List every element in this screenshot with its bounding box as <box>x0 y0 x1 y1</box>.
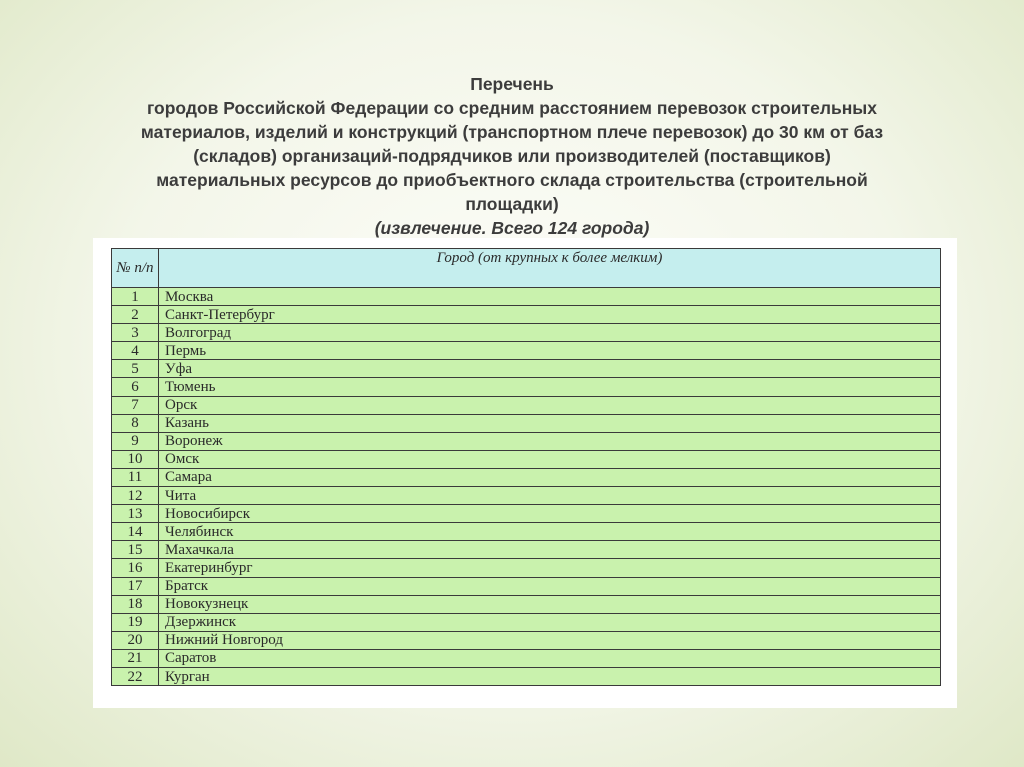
heading-line-3: (складов) организаций-подрядчиков или производителей (поставщиков) <box>193 146 831 166</box>
cities-table <box>111 248 941 686</box>
row-city: Новокузнецк <box>159 595 941 613</box>
row-city: Омск <box>159 450 941 468</box>
row-city: Махачкала <box>159 541 941 559</box>
row-number: 17 <box>112 577 159 595</box>
heading-line-4: материальных ресурсов до приобъектного склада строительства (строительной <box>156 170 868 190</box>
row-number: 4 <box>112 342 159 360</box>
row-number: 8 <box>112 414 159 432</box>
header-city-label: Город (от крупных к более мелким) <box>436 250 663 266</box>
table-row <box>112 288 941 306</box>
row-number: 12 <box>112 487 159 505</box>
row-city: Саратов <box>159 649 941 667</box>
row-city: Новосибирск <box>159 505 941 523</box>
table-row <box>112 360 941 378</box>
table-panel <box>93 238 957 708</box>
row-number: 14 <box>112 523 159 541</box>
heading-line-1: городов Российской Федерации со средним расстоянием перевозок строительных <box>146 98 877 118</box>
heading-note: (извлечение. Всего 124 города) <box>374 218 650 238</box>
row-number: 13 <box>112 505 159 523</box>
heading-line-2: материалов, изделий и конструкций (транспортном плече перевозок) до 30 км от баз <box>140 122 884 142</box>
table-row <box>112 559 941 577</box>
row-city: Чита <box>159 487 941 505</box>
row-number: 11 <box>112 468 159 486</box>
row-number: 6 <box>112 378 159 396</box>
table-row <box>112 468 941 486</box>
row-city: Пермь <box>159 342 941 360</box>
heading-line-5: площадки) <box>465 194 559 214</box>
row-number: 9 <box>112 432 159 450</box>
row-city: Нижний Новгород <box>159 631 941 649</box>
row-number: 16 <box>112 559 159 577</box>
table-row <box>112 631 941 649</box>
row-number: 2 <box>112 306 159 324</box>
row-city: Екатеринбург <box>159 559 941 577</box>
row-number: 10 <box>112 450 159 468</box>
row-city: Самара <box>159 468 941 486</box>
table-row <box>112 324 941 342</box>
row-number: 3 <box>112 324 159 342</box>
row-city: Воронеж <box>159 432 941 450</box>
table-row <box>112 577 941 595</box>
table-row <box>112 396 941 414</box>
table-row <box>112 505 941 523</box>
row-number: 5 <box>112 360 159 378</box>
row-city: Курган <box>159 667 941 685</box>
header-city <box>159 249 941 288</box>
table-row <box>112 523 941 541</box>
row-city: Тюмень <box>159 378 941 396</box>
slide-heading <box>80 72 944 240</box>
row-number: 22 <box>112 667 159 685</box>
table-row <box>112 306 941 324</box>
row-number: 7 <box>112 396 159 414</box>
row-city: Волгоград <box>159 324 941 342</box>
table-body <box>112 288 941 686</box>
row-number: 21 <box>112 649 159 667</box>
row-city: Челябинск <box>159 523 941 541</box>
table-row <box>112 613 941 631</box>
row-number: 18 <box>112 595 159 613</box>
table-row <box>112 595 941 613</box>
table-row <box>112 378 941 396</box>
table-row <box>112 667 941 685</box>
row-city: Орск <box>159 396 941 414</box>
table-row <box>112 342 941 360</box>
row-city: Москва <box>159 288 941 306</box>
row-city: Казань <box>159 414 941 432</box>
heading-title: Перечень <box>470 74 554 94</box>
table-row <box>112 414 941 432</box>
table-row <box>112 649 941 667</box>
header-number: № п/п <box>112 249 159 288</box>
row-number: 1 <box>112 288 159 306</box>
row-city: Санкт-Петербург <box>159 306 941 324</box>
table-row <box>112 432 941 450</box>
row-number: 19 <box>112 613 159 631</box>
row-city: Дзержинск <box>159 613 941 631</box>
row-city: Уфа <box>159 360 941 378</box>
row-number: 15 <box>112 541 159 559</box>
row-city: Братск <box>159 577 941 595</box>
table-row <box>112 487 941 505</box>
row-number: 20 <box>112 631 159 649</box>
table-header-row <box>112 249 941 288</box>
table-row <box>112 450 941 468</box>
table-row <box>112 541 941 559</box>
